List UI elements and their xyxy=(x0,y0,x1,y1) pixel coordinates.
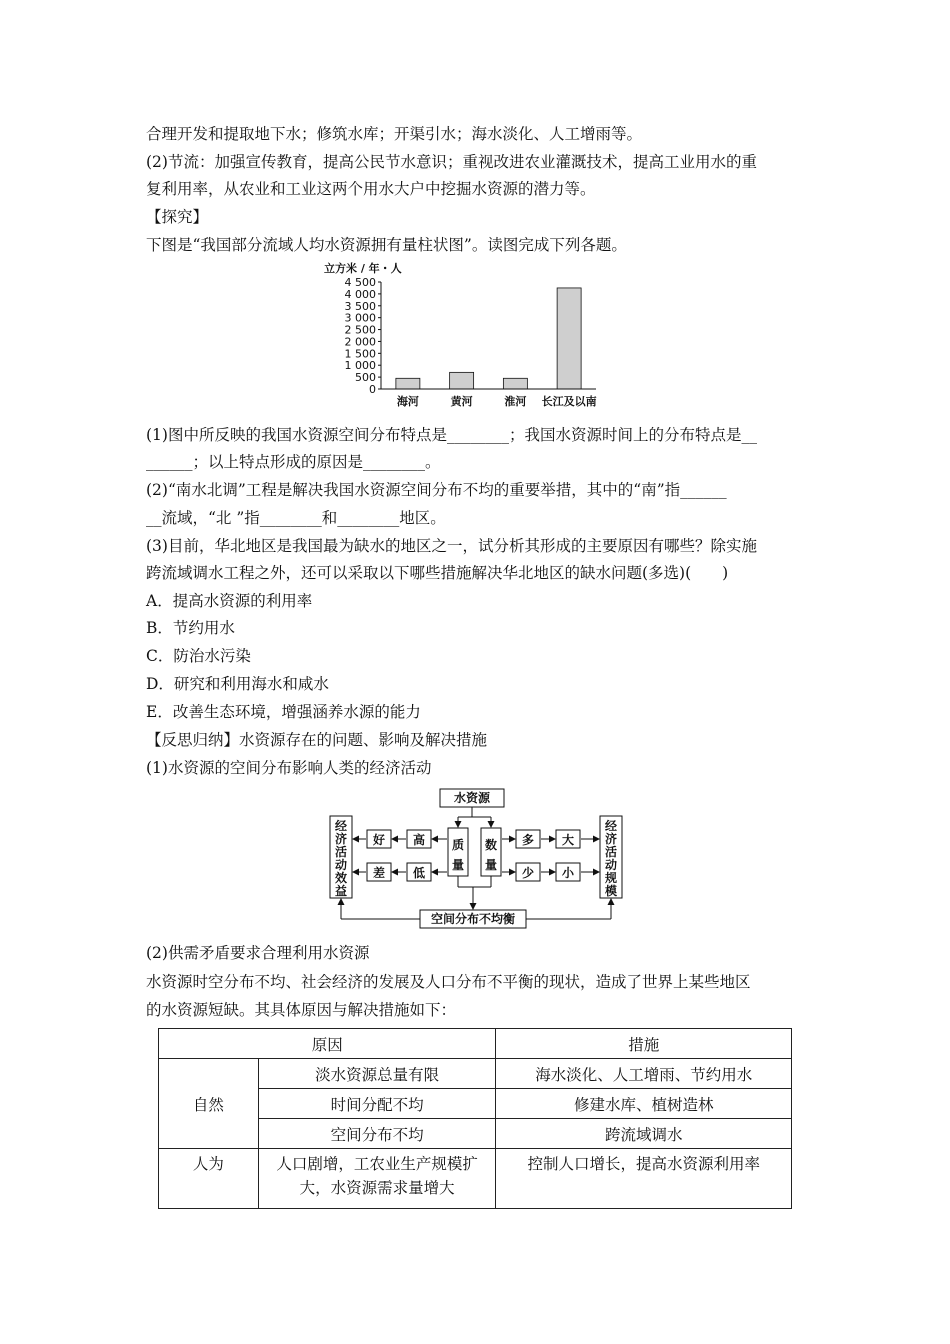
y-tick-label: 2 000 xyxy=(344,335,376,349)
category-natural: 自然 xyxy=(159,1059,259,1149)
measure-cell: 修建水库、植树造林 xyxy=(496,1089,792,1119)
cause-cell xyxy=(258,1149,496,1209)
x-tick-label: 黄河 xyxy=(450,395,473,408)
y-tick-label: 3 500 xyxy=(344,299,376,313)
question-1-cont: ______；以上特点形成的原因是________。 xyxy=(146,453,441,471)
cause-cell: 空间分布不均 xyxy=(258,1119,496,1149)
header-cause: 原因 xyxy=(159,1029,496,1059)
diagram-char: 数 xyxy=(484,838,498,852)
diagram-char: 动 xyxy=(604,858,618,872)
label-big: 大 xyxy=(561,833,575,847)
water-resource-diagram xyxy=(320,783,636,938)
bar xyxy=(503,378,527,389)
diagram-char: 活 xyxy=(604,845,618,859)
x-tick-label: 长江及以南 xyxy=(541,395,597,408)
label-economic-benefit xyxy=(335,818,347,898)
question-2-cont: __流域，“北 ”指________和________地区。 xyxy=(146,509,446,527)
option-c: C．防治水污染 xyxy=(146,647,251,665)
diagram-char: 质 xyxy=(451,838,465,852)
bar xyxy=(557,288,581,389)
y-tick-label: 3 000 xyxy=(344,311,376,325)
label-less: 少 xyxy=(521,866,535,880)
diagram-char: 量 xyxy=(451,858,465,872)
cause-cell: 时间分配不均 xyxy=(258,1089,496,1119)
y-tick-label: 0 xyxy=(369,383,376,396)
y-tick-label: 4 000 xyxy=(344,287,376,301)
diagram-char: 规 xyxy=(604,871,618,885)
option-e: E．改善生态环境，增强涵养水源的能力 xyxy=(146,703,421,721)
text-line: 复利用率，从农业和工业这两个用水大户中挖掘水资源的潜力等。 xyxy=(146,180,596,198)
y-tick-label: 1 500 xyxy=(344,347,376,361)
diagram-char: 济 xyxy=(604,832,618,846)
diagram-char: 经 xyxy=(334,819,348,833)
text-line: (2)节流：加强宣传教育，提高公民节水意识；重视改进农业灌溉技术，提高工业用水的重 xyxy=(146,153,757,171)
cause-cell-line: 大，水资源需求量增大 xyxy=(299,1179,455,1197)
option-b: B．节约用水 xyxy=(146,619,235,637)
label-good: 好 xyxy=(372,833,386,847)
text-line: 水资源时空分布不均、社会经济的发展及人口分布不平衡的现状，造成了世界上某些地区 xyxy=(146,973,751,991)
diagram-char: 济 xyxy=(334,832,348,846)
label-low: 低 xyxy=(412,866,426,880)
table-row xyxy=(159,1059,792,1089)
cause-measure-table xyxy=(158,1028,792,1209)
label-water-resource: 水资源 xyxy=(453,791,491,805)
question-3: (3)目前，华北地区是我国最为缺水的地区之一，试分析其形成的主要原因有哪些？除实施 xyxy=(146,537,757,555)
bar-chart xyxy=(320,258,610,410)
category-human: 人为 xyxy=(159,1149,259,1209)
diagram-char: 效 xyxy=(334,871,348,885)
text-line: (2)供需矛盾要求合理利用水资源 xyxy=(146,944,370,962)
measure-cell: 跨流域调水 xyxy=(496,1119,792,1149)
label-more: 多 xyxy=(521,833,535,847)
label-small: 小 xyxy=(561,866,575,880)
y-tick-label: 1 000 xyxy=(344,359,376,373)
question-2: (2)“南水北调”工程是解决我国水资源空间分布不均的重要举措，其中的“南”指______ xyxy=(146,481,727,499)
text-line: (1)水资源的空间分布影响人类的经济活动 xyxy=(146,759,432,777)
option-d: D．研究和利用海水和咸水 xyxy=(146,675,329,693)
label-uneven-distribution: 空间分布不均衡 xyxy=(430,912,516,926)
x-tick-label: 海河 xyxy=(396,395,419,408)
bar xyxy=(450,372,474,389)
table-header-row xyxy=(159,1029,792,1059)
table-row xyxy=(159,1149,792,1209)
label-high: 高 xyxy=(412,833,426,847)
diagram-char: 活 xyxy=(334,845,348,859)
text-line: 的水资源短缺。其具体原因与解决措施如下： xyxy=(146,1001,457,1019)
y-axis-label: 立方米 / 年・人 xyxy=(324,262,402,275)
bar xyxy=(396,378,420,389)
text-line: 下图是“我国部分流域人均水资源拥有量柱状图”。读图完成下列各题。 xyxy=(146,236,627,254)
section-heading: 【探究】 xyxy=(146,208,209,226)
y-tick-label: 4 500 xyxy=(344,276,376,289)
diagram-char: 经 xyxy=(604,819,618,833)
measure-cell: 海水淡化、人工增雨、节约用水 xyxy=(496,1059,792,1089)
measure-cell: 控制人口增长，提高水资源利用率 xyxy=(496,1149,792,1209)
header-measure: 措施 xyxy=(496,1029,792,1059)
diagram-char: 模 xyxy=(604,884,618,898)
diagram-char: 益 xyxy=(334,884,348,898)
cause-cell-line: 人口剧增，工农业生产规模扩 xyxy=(276,1155,478,1173)
text-line: 合理开发和提取地下水；修筑水库；开渠引水；海水淡化、人工增雨等。 xyxy=(146,125,643,143)
label-bad: 差 xyxy=(372,866,386,880)
x-tick-label: 淮河 xyxy=(504,395,527,408)
label-economic-scale xyxy=(604,818,618,898)
option-a: A．提高水资源的利用率 xyxy=(146,592,313,610)
y-tick-label: 2 500 xyxy=(344,323,376,337)
diagram-char: 量 xyxy=(484,858,498,872)
question-3-cont: 跨流域调水工程之外，还可以采取以下哪些措施解决华北地区的缺水问题(多选)( ) xyxy=(146,564,729,582)
y-tick-label: 500 xyxy=(355,371,376,385)
question-1: (1)图中所反映的我国水资源空间分布特点是________；我国水资源时间上的分布特点是__ xyxy=(146,426,757,444)
cause-cell: 淡水资源总量有限 xyxy=(258,1059,496,1089)
diagram-char: 动 xyxy=(334,858,348,872)
section-heading: 【反思归纳】水资源存在的问题、影响及解决措施 xyxy=(146,731,488,749)
